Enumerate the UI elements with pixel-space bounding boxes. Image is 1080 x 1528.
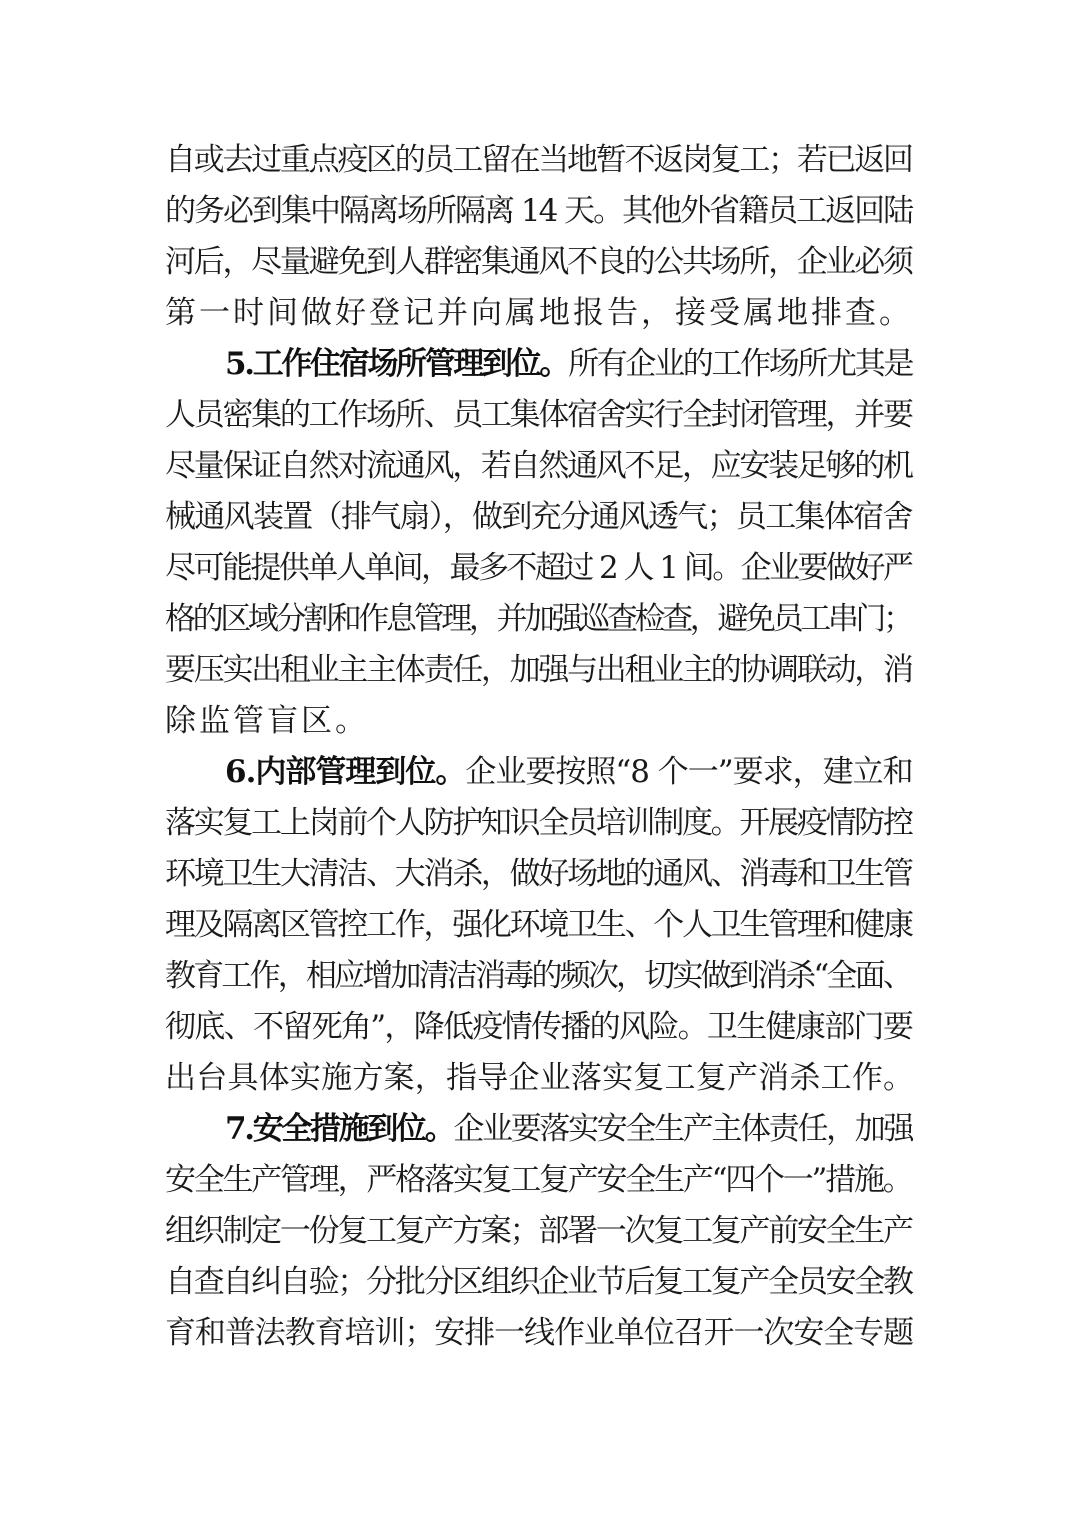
line-text: 格的区域分割和作息管理，并加强巡查检查，避免员工串门； [165,601,911,637]
body-text-line [165,1308,917,1359]
line-text: 出台具体实施方案，指导企业落实复工复产消杀工作。 [165,1060,915,1096]
body-text-line [165,1155,917,1206]
body-text-line [165,798,917,849]
line-text: 企业要落实安全生产主体责任，加强 [453,1111,913,1147]
line-text: 尽量保证自然对流通风，若自然通风不足，应安装足够的机 [165,448,912,484]
body-text-line [165,696,917,747]
line-text: 落实复工上岗前个人防护知识全员培训制度。开展疫情防控 [165,805,912,841]
body-text-line [165,441,917,492]
line-text: 河后，尽量避免到人群密集通风不良的公共场所，企业必须 [165,244,912,280]
body-text-line [165,900,917,951]
line-text: 理及隔离区管控工作，强化环境卫生、个人卫生管理和健康 [165,907,912,943]
body-text-line [165,288,917,339]
section-heading-line [165,1104,917,1155]
line-text: 械通风装置（排气扇），做到充分通风透气；员工集体宿舍 [165,499,912,535]
body-text-line [165,390,917,441]
line-text: 组织制定一份复工复产方案；部署一次复工复产前安全生产 [165,1213,912,1249]
body-text-line [165,1257,917,1308]
body-text-line [165,135,917,186]
body-text-line [165,492,917,543]
line-text: 安全生产管理，严格落实复工复产安全生产“四个一”措施。 [165,1162,912,1198]
line-text: 彻底、不留死角”，降低疫情传播的风险。卫生健康部门要 [165,1009,913,1045]
line-text: 人员密集的工作场所、员工集体宿舍实行全封闭管理，并要 [165,397,912,433]
line-text: 环境卫生大清洁、大消杀，做好场地的通风、消毒和卫生管 [165,856,912,892]
body-text-line [165,849,917,900]
section-title: 7.安全措施到位。 [225,1111,454,1147]
body-text-line [165,1002,917,1053]
line-text: 除监管盲区。 [165,703,369,739]
line-text: 自或去过重点疫区的员工留在当地暂不返岗复工；若已返回 [165,142,912,178]
section-title: 6.内部管理到位。 [225,754,466,790]
section-heading-line [165,339,917,390]
body-text-line [165,645,917,696]
body-text-line [165,543,917,594]
section-heading-line [165,747,917,798]
line-text: 第一时间做好登记并向属地报告，接受属地排查。 [165,295,913,331]
line-text: 企业要按照“8 个一”要求，建立和 [465,754,913,790]
line-text: 自查自纠自验；分批分区组织企业节后复工复产全员安全教 [165,1264,912,1300]
line-text: 所有企业的工作场所尤其是 [568,346,913,382]
line-text: 育和普法教育培训；安排一线作业单位召开一次安全专题 [165,1315,913,1351]
line-text: 尽可能提供单人单间，最多不超过 2 人 1 间。企业要做好严 [165,550,912,586]
document-body [165,135,917,1359]
body-text-line [165,1206,917,1257]
line-text: 的务必到集中隔离场所隔离 14 天。其他外省籍员工返回陆 [165,193,913,229]
section-title: 5.工作住宿场所管理到位。 [225,346,569,382]
body-text-line [165,1053,917,1104]
body-text-line [165,237,917,288]
body-text-line [165,951,917,1002]
line-text: 要压实出租业主主体责任，加强与出租业主的协调联动，消 [165,652,912,688]
line-text: 教育工作，相应增加清洁消毒的频次，切实做到消杀“全面、 [165,958,911,994]
body-text-line [165,594,917,645]
body-text-line [165,186,917,237]
